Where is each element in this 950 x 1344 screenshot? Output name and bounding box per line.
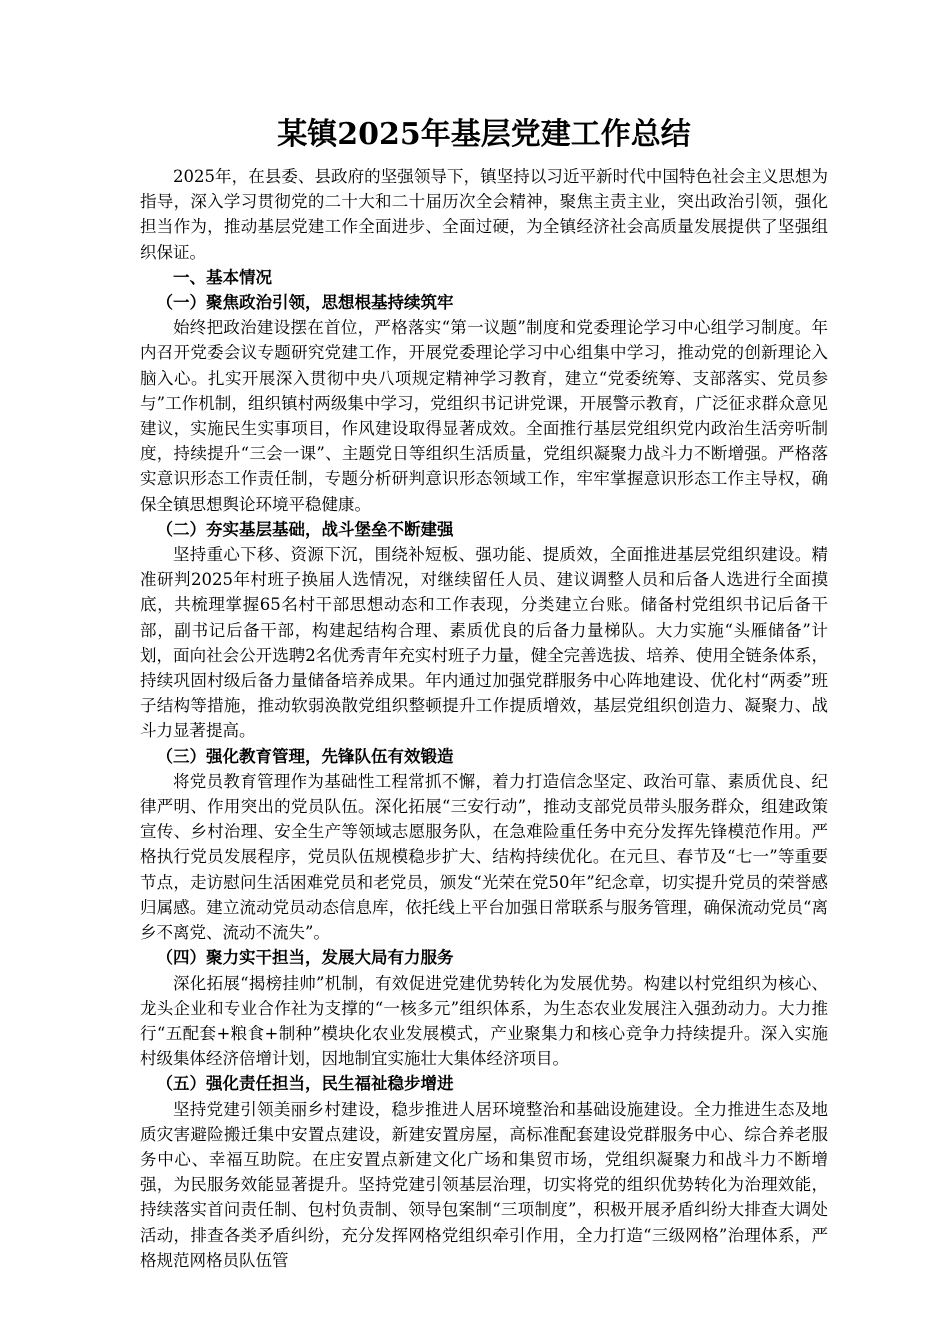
subsection-heading-3: （三）强化教育管理，先锋队伍有效锻造 — [156, 746, 454, 766]
subsection-body-1: 始终把政治建设摆在首位，严格落实“第一议题”制度和党委理论学习中心组学习制度。年内召开党委会议专题研究党建工作，开展党委理论学习中心组集中学习，推动党的创新理论入脑入心。扎实开展深入贯彻中央八项规定精神学习教育，建立“党委统筹、支部落实、党员参与”工作机制，组织镇村两级集中学习，党组织书记讲党课，开展警示教育，广泛征求群众意见建议，实施民生实事项目，作风建设取得显著成效。全面推行基层党组织党内政治生活旁听制度，持续提升“三会一课”、主题党日等组织生活质量，党组织凝聚力战斗力不断增强。严格落实意识形态工作责任制，专题分析研判意识形态领域工作，牢牢掌握意识形态工作主导权，确保全镇思想舆论环境平稳健康。 — [140, 318, 828, 514]
subsection-body-4: 深化拓展“揭榜挂帅”机制，有效促进党建优势转化为发展优势。构建以村党组织为核心、龙头企业和专业合作社为支撑的“一核多元”组织体系，为生态农业发展注入强劲动力。大力推行“五配套+粮食+制种”模块化农业发展模式，产业聚集力和核心竞争力持续提升。深入实施村级集体经济倍增计划，因地制宜实施壮大集体经济项目。 — [140, 973, 828, 1069]
subsection-heading-4: （四）聚力实干担当，发展大局有力服务 — [156, 948, 454, 968]
subsection-heading-5: （五）强化责任担当，民生福祉稳步增进 — [156, 1074, 454, 1094]
intro-paragraph: 2025年，在县委、县政府的坚强领导下，镇坚持以习近平新时代中国特色社会主义思想为指导，深入学习贯彻党的二十大和二十届历次全会精神，聚焦主责主业，突出政治引领，强化担当作为，推动基层党建工作全面进步、全面过硬，为全镇经济社会高质量发展提供了坚强组织保证。 — [140, 167, 828, 262]
subsection-body-2: 坚持重心下移、资源下沉，围绕补短板、强功能、提质效，全面推进基层党组织建设。精准研判2025年村班子换届人选情况，对继续留任人员、建议调整人员和后备人选进行全面摸底，共梳理掌握65名村干部思想动态和工作表现，分类建立台账。储备村党组织书记后备干部，副书记后备干部，构建起结构合理、素质优良的后备力量梯队。大力实施“头雁储备”计划，面向社会公开选聘2名优秀青年充实村班子力量，健全完善选拔、培养、使用全链条体系，持续巩固村级后备力量储备培养成果。年内通过加强党群服务中心阵地建设、优化村“两委”班子结构等措施，推动软弱涣散党组织整顿提升工作提质增效，基层党组织创造力、凝聚力、战斗力显著提高。 — [140, 545, 828, 741]
subsection-body-3: 将党员教育管理作为基础性工程常抓不懈，着力打造信念坚定、政治可靠、素质优良、纪律严明、作用突出的党员队伍。深化拓展“三安行动”，推动支部党员带头服务群众，组建政策宣传、乡村治理、安全生产等领域志愿服务队，在急难险重任务中充分发挥先锋模范作用。严格执行党员发展程序，党员队伍规模稳步扩大、结构持续优化。在元旦、春节及“七一”等重要节点，走访慰问生活困难党员和老党员，颁发“光荣在党50年”纪念章，切实提升党员的荣誉感归属感。建立流动党员动态信息库，依托线上平台加强日常联系与服务管理，确保流动党员“离乡不离党、流动不流失”。 — [140, 771, 828, 943]
section-heading-basic-situation: 一、基本情况 — [173, 267, 272, 287]
document-title: 某镇2025年基层党建工作总结 — [277, 117, 691, 152]
subsection-heading-1: （一）聚焦政治引领，思想根基持续筑牢 — [156, 293, 454, 313]
subsection-body-5: 坚持党建引领美丽乡村建设，稳步推进人居环境整治和基础设施建设。全力推进生态及地质灾害避险搬迁集中安置点建设，新建安置房屋，高标准配套建设党群服务中心、综合养老服务中心、幸福互助院。在庄安置点新建文化广场和集贸市场，党组织凝聚力和战斗力不断增强，为民服务效能显著提升。坚持党建引领基层治理，切实将党的组织优势转化为治理效能，持续落实首问责任制、包村负责制、领导包案制“三项制度”，积极开展矛盾纠纷大排查大调处活动，排查各类矛盾纠纷，充分发挥网格党组织牵引作用，全力打造“三级网格”治理体系，严格规范网格员队伍管 — [140, 1099, 828, 1270]
subsection-heading-2: （二）夯实基层基础，战斗堡垒不断建强 — [156, 519, 454, 539]
document-page — [140, 112, 828, 1273]
